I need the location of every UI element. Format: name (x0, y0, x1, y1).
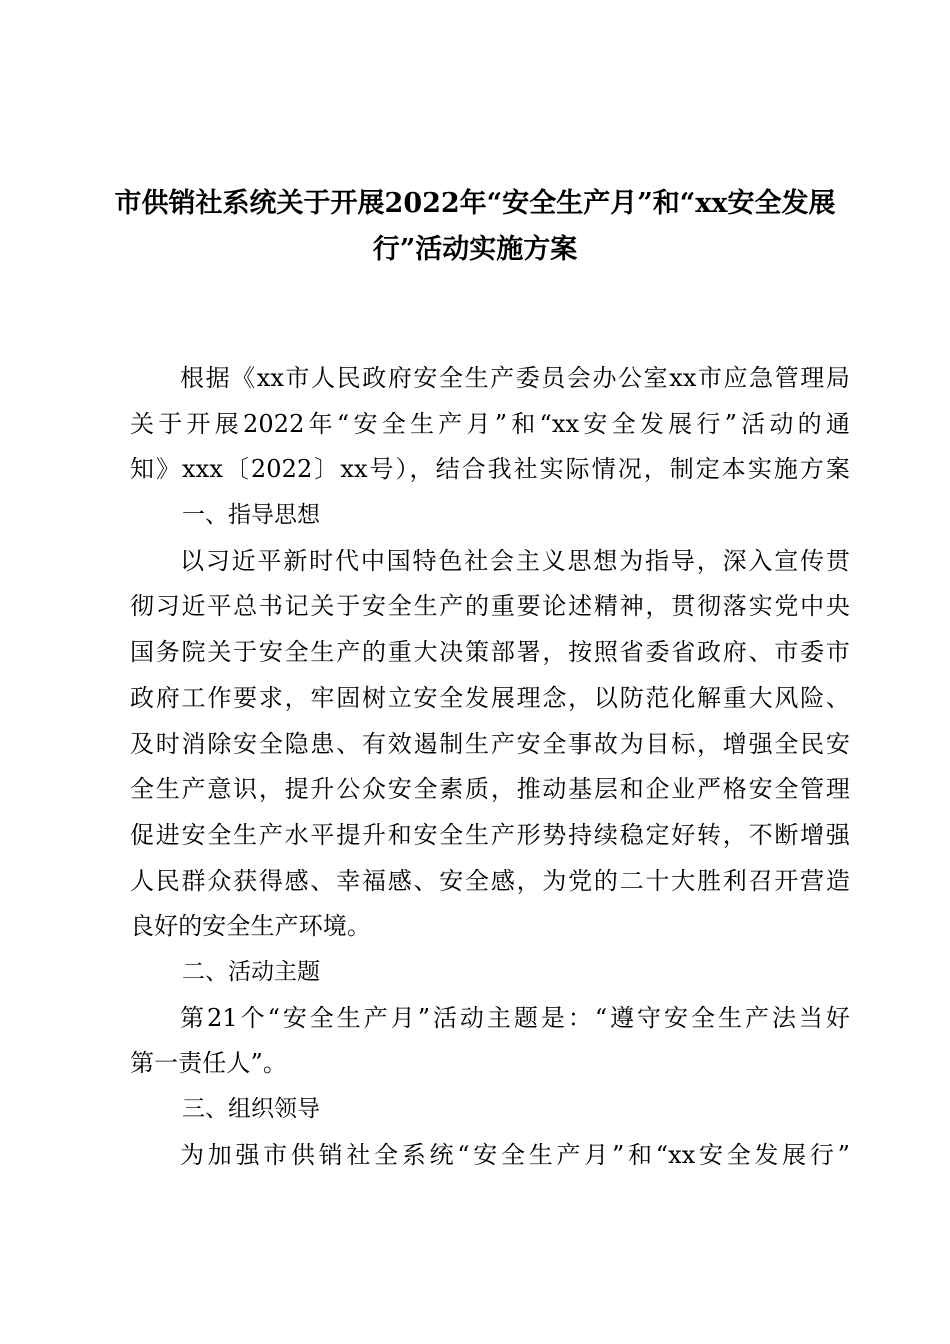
intro-line: 根据《xx市人民政府安全生产委员会办公室xx市应急管理局 (180, 364, 850, 392)
paragraph-line: 人民群众获得感、幸福感、安全感，为党的二十大胜利召开营造 (130, 866, 850, 895)
document-body (130, 356, 850, 1178)
paragraph-line: 彻习近平总书记关于安全生产的重要论述精神，贯彻落实党中央 (130, 592, 850, 621)
paragraph-line: 为加强市供销社全系统“安全生产月”和“xx安全发展行” (180, 1140, 850, 1169)
paragraph-line: 全生产意识，提升公众安全素质，推动基层和企业严格安全管理 (130, 775, 850, 804)
paragraph-line: 第21个“安全生产月”活动主题是：“遵守安全生产法当好 (180, 1003, 850, 1032)
intro-line: 知》xxx〔2022〕xx号），结合我社实际情况，制定本实施方案 (130, 455, 850, 484)
paragraph-line: 国务院关于安全生产的重大决策部署，按照省委省政府、市委市 (130, 638, 850, 667)
paragraph-line: 良好的安全生产环境。 (130, 912, 371, 941)
section-heading-guiding-ideology: 一、指导思想 (182, 502, 320, 529)
paragraph-line: 第一责任人”。 (130, 1049, 287, 1078)
paragraph-line: 政府工作要求，牢固树立安全发展理念，以防范化解重大风险、 (130, 683, 850, 712)
paragraph-line: 促进安全生产水平提升和安全生产形势持续稳定好转，不断增强 (130, 820, 850, 849)
section-heading-organization: 三、组织领导 (182, 1096, 320, 1122)
intro-line: 关于开展2022年“安全生产月”和“xx安全发展行”活动的通 (130, 409, 850, 438)
document-title-line-1: 市供销社系统关于开展2022年“安全生产月”和“xx安全发展 (114, 188, 836, 219)
paragraph-line: 以习近平新时代中国特色社会主义思想为指导，深入宣传贯 (180, 546, 850, 575)
section-heading-activity-theme: 二、活动主题 (182, 958, 320, 985)
paragraph-line: 及时消除安全隐患、有效遏制生产安全事故为目标，增强全民安 (130, 729, 850, 758)
document-title-line-2: 行”活动实施方案 (372, 234, 578, 265)
